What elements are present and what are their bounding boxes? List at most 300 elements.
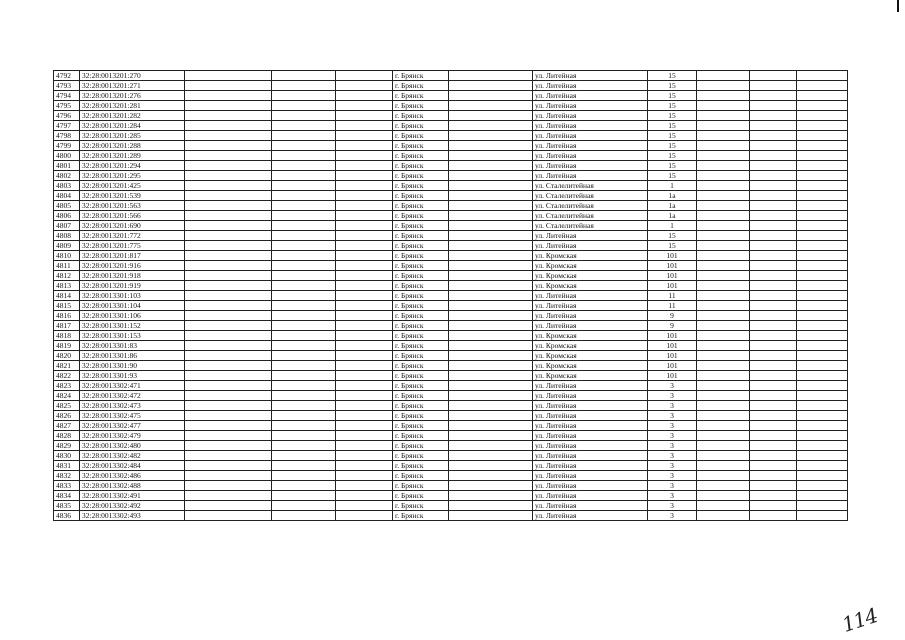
city-cell: г. Брянск: [393, 391, 449, 401]
record-number: 4806: [54, 211, 80, 221]
record-number: 4801: [54, 161, 80, 171]
empty-cell: [697, 311, 750, 321]
street-cell: ул. Литейная: [533, 71, 648, 81]
record-number: 4814: [54, 291, 80, 301]
cadastral-number: 32:28:0013302:477: [80, 421, 185, 431]
cadastral-number: 32:28:0013201:270: [80, 71, 185, 81]
empty-cell: [185, 421, 272, 431]
table-row: [54, 371, 848, 381]
empty-cell: [449, 241, 533, 251]
house-number: 15: [648, 71, 697, 81]
record-number: 4797: [54, 121, 80, 131]
house-number: 3: [648, 411, 697, 421]
empty-cell: [272, 311, 336, 321]
cadastral-number: 32:28:0013302:479: [80, 431, 185, 441]
cadastral-number: 32:28:0013201:817: [80, 251, 185, 261]
house-number: 1: [648, 181, 697, 191]
house-number: 3: [648, 461, 697, 471]
house-number: 15: [648, 81, 697, 91]
cadastral-number: 32:28:0013201:775: [80, 241, 185, 251]
empty-cell: [797, 291, 848, 301]
record-number: 4834: [54, 491, 80, 501]
city-cell: г. Брянск: [393, 101, 449, 111]
empty-cell: [797, 301, 848, 311]
empty-cell: [797, 231, 848, 241]
empty-cell: [272, 221, 336, 231]
cadastral-number: 32:28:0013201:276: [80, 91, 185, 101]
record-number: 4808: [54, 231, 80, 241]
table-row: [54, 311, 848, 321]
empty-cell: [449, 171, 533, 181]
street-cell: ул. Сталелитейная: [533, 221, 648, 231]
empty-cell: [449, 351, 533, 361]
city-cell: г. Брянск: [393, 241, 449, 251]
record-number: 4832: [54, 471, 80, 481]
empty-cell: [336, 201, 393, 211]
cadastral-number: 32:28:0013201:295: [80, 171, 185, 181]
empty-cell: [272, 321, 336, 331]
empty-cell: [750, 251, 797, 261]
record-number: 4800: [54, 151, 80, 161]
empty-cell: [750, 461, 797, 471]
cadastral-number: 32:28:0013302:471: [80, 381, 185, 391]
house-number: 101: [648, 251, 697, 261]
table-row: [54, 301, 848, 311]
empty-cell: [797, 71, 848, 81]
street-cell: ул. Кромская: [533, 251, 648, 261]
empty-cell: [697, 461, 750, 471]
empty-cell: [750, 271, 797, 281]
empty-cell: [750, 101, 797, 111]
empty-cell: [449, 141, 533, 151]
street-cell: ул. Литейная: [533, 491, 648, 501]
record-number: 4816: [54, 311, 80, 321]
cadastral-number: 32:28:0013201:271: [80, 81, 185, 91]
table-row: [54, 71, 848, 81]
city-cell: г. Брянск: [393, 381, 449, 391]
empty-cell: [272, 381, 336, 391]
street-cell: ул. Литейная: [533, 151, 648, 161]
empty-cell: [750, 141, 797, 151]
house-number: 11: [648, 301, 697, 311]
empty-cell: [449, 71, 533, 81]
empty-cell: [797, 271, 848, 281]
street-cell: ул. Литейная: [533, 161, 648, 171]
empty-cell: [750, 231, 797, 241]
table-row: [54, 411, 848, 421]
empty-cell: [697, 401, 750, 411]
empty-cell: [697, 511, 750, 521]
record-number: 4818: [54, 331, 80, 341]
empty-cell: [185, 171, 272, 181]
empty-cell: [449, 331, 533, 341]
empty-cell: [750, 511, 797, 521]
street-cell: ул. Литейная: [533, 301, 648, 311]
empty-cell: [797, 161, 848, 171]
cadastral-number: 32:28:0013201:918: [80, 271, 185, 281]
street-cell: ул. Литейная: [533, 321, 648, 331]
empty-cell: [750, 361, 797, 371]
record-number: 4835: [54, 501, 80, 511]
registry-rows: [54, 71, 848, 521]
empty-cell: [272, 141, 336, 151]
city-cell: г. Брянск: [393, 91, 449, 101]
empty-cell: [185, 311, 272, 321]
empty-cell: [797, 81, 848, 91]
table-row: [54, 421, 848, 431]
empty-cell: [336, 431, 393, 441]
empty-cell: [185, 501, 272, 511]
empty-cell: [336, 441, 393, 451]
table-row: [54, 361, 848, 371]
empty-cell: [797, 331, 848, 341]
city-cell: г. Брянск: [393, 301, 449, 311]
record-number: 4833: [54, 481, 80, 491]
record-number: 4812: [54, 271, 80, 281]
street-cell: ул. Литейная: [533, 441, 648, 451]
empty-cell: [185, 481, 272, 491]
table-row: [54, 231, 848, 241]
empty-cell: [449, 421, 533, 431]
cadastral-number: 32:28:0013201:281: [80, 101, 185, 111]
empty-cell: [449, 481, 533, 491]
empty-cell: [750, 301, 797, 311]
empty-cell: [750, 241, 797, 251]
empty-cell: [272, 81, 336, 91]
empty-cell: [336, 281, 393, 291]
cadastral-number: 32:28:0013201:563: [80, 201, 185, 211]
house-number: 15: [648, 161, 697, 171]
empty-cell: [449, 161, 533, 171]
empty-cell: [697, 501, 750, 511]
empty-cell: [449, 431, 533, 441]
record-number: 4825: [54, 401, 80, 411]
record-number: 4807: [54, 221, 80, 231]
empty-cell: [336, 71, 393, 81]
empty-cell: [272, 461, 336, 471]
empty-cell: [336, 451, 393, 461]
empty-cell: [336, 351, 393, 361]
city-cell: г. Брянск: [393, 411, 449, 421]
house-number: 15: [648, 231, 697, 241]
table-row: [54, 401, 848, 411]
empty-cell: [697, 261, 750, 271]
empty-cell: [697, 361, 750, 371]
street-cell: ул. Кромская: [533, 261, 648, 271]
empty-cell: [797, 371, 848, 381]
empty-cell: [750, 411, 797, 421]
empty-cell: [750, 191, 797, 201]
empty-cell: [336, 101, 393, 111]
city-cell: г. Брянск: [393, 461, 449, 471]
record-number: 4826: [54, 411, 80, 421]
empty-cell: [185, 381, 272, 391]
empty-cell: [185, 401, 272, 411]
empty-cell: [185, 151, 272, 161]
street-cell: ул. Литейная: [533, 101, 648, 111]
empty-cell: [336, 261, 393, 271]
empty-cell: [272, 241, 336, 251]
cadastral-number: 32:28:0013302:472: [80, 391, 185, 401]
empty-cell: [336, 91, 393, 101]
city-cell: г. Брянск: [393, 181, 449, 191]
empty-cell: [797, 511, 848, 521]
city-cell: г. Брянск: [393, 421, 449, 431]
empty-cell: [750, 401, 797, 411]
empty-cell: [449, 301, 533, 311]
empty-cell: [336, 251, 393, 261]
empty-cell: [750, 471, 797, 481]
house-number: 101: [648, 361, 697, 371]
empty-cell: [272, 231, 336, 241]
empty-cell: [797, 321, 848, 331]
record-number: 4802: [54, 171, 80, 181]
city-cell: г. Брянск: [393, 131, 449, 141]
cadastral-number: 32:28:0013301:103: [80, 291, 185, 301]
registry-table: [53, 70, 848, 521]
empty-cell: [336, 341, 393, 351]
empty-cell: [272, 391, 336, 401]
empty-cell: [697, 371, 750, 381]
empty-cell: [449, 401, 533, 411]
street-cell: ул. Кромская: [533, 361, 648, 371]
empty-cell: [697, 221, 750, 231]
house-number: 3: [648, 491, 697, 501]
empty-cell: [336, 391, 393, 401]
cadastral-number: 32:28:0013201:282: [80, 111, 185, 121]
cadastral-number: 32:28:0013301:93: [80, 371, 185, 381]
empty-cell: [449, 231, 533, 241]
empty-cell: [449, 311, 533, 321]
city-cell: г. Брянск: [393, 251, 449, 261]
empty-cell: [449, 211, 533, 221]
empty-cell: [697, 411, 750, 421]
empty-cell: [697, 391, 750, 401]
record-number: 4815: [54, 301, 80, 311]
empty-cell: [272, 401, 336, 411]
empty-cell: [449, 151, 533, 161]
empty-cell: [336, 511, 393, 521]
empty-cell: [272, 511, 336, 521]
empty-cell: [185, 111, 272, 121]
empty-cell: [272, 251, 336, 261]
empty-cell: [185, 301, 272, 311]
empty-cell: [750, 81, 797, 91]
table-row: [54, 341, 848, 351]
empty-cell: [185, 371, 272, 381]
empty-cell: [449, 291, 533, 301]
empty-cell: [697, 331, 750, 341]
empty-cell: [750, 151, 797, 161]
empty-cell: [185, 491, 272, 501]
empty-cell: [797, 441, 848, 451]
table-row: [54, 201, 848, 211]
record-number: 4792: [54, 71, 80, 81]
street-cell: ул. Литейная: [533, 461, 648, 471]
empty-cell: [185, 71, 272, 81]
empty-cell: [272, 191, 336, 201]
handwritten-page-number: 114: [839, 603, 881, 637]
empty-cell: [272, 71, 336, 81]
record-number: 4798: [54, 131, 80, 141]
empty-cell: [797, 191, 848, 201]
street-cell: ул. Литейная: [533, 171, 648, 181]
street-cell: ул. Литейная: [533, 501, 648, 511]
empty-cell: [797, 461, 848, 471]
empty-cell: [750, 311, 797, 321]
empty-cell: [336, 471, 393, 481]
empty-cell: [336, 481, 393, 491]
empty-cell: [697, 441, 750, 451]
house-number: 15: [648, 241, 697, 251]
cadastral-number: 32:28:0013201:285: [80, 131, 185, 141]
empty-cell: [797, 451, 848, 461]
empty-cell: [336, 81, 393, 91]
house-number: 3: [648, 471, 697, 481]
empty-cell: [272, 281, 336, 291]
empty-cell: [449, 501, 533, 511]
street-cell: ул. Литейная: [533, 381, 648, 391]
empty-cell: [697, 101, 750, 111]
empty-cell: [185, 351, 272, 361]
empty-cell: [272, 451, 336, 461]
empty-cell: [449, 411, 533, 421]
cadastral-number: 32:28:0013302:486: [80, 471, 185, 481]
empty-cell: [750, 131, 797, 141]
empty-cell: [697, 231, 750, 241]
street-cell: ул. Литейная: [533, 481, 648, 491]
street-cell: ул. Сталелитейная: [533, 181, 648, 191]
cadastral-number: 32:28:0013201:919: [80, 281, 185, 291]
empty-cell: [797, 381, 848, 391]
record-number: 4829: [54, 441, 80, 451]
house-number: 101: [648, 371, 697, 381]
empty-cell: [185, 471, 272, 481]
cadastral-number: 32:28:0013301:83: [80, 341, 185, 351]
house-number: 101: [648, 351, 697, 361]
empty-cell: [697, 171, 750, 181]
city-cell: г. Брянск: [393, 141, 449, 151]
table-row: [54, 191, 848, 201]
house-number: 15: [648, 131, 697, 141]
empty-cell: [272, 441, 336, 451]
city-cell: г. Брянск: [393, 401, 449, 411]
empty-cell: [272, 121, 336, 131]
empty-cell: [336, 121, 393, 131]
city-cell: г. Брянск: [393, 191, 449, 201]
house-number: 101: [648, 281, 697, 291]
empty-cell: [750, 211, 797, 221]
house-number: 101: [648, 331, 697, 341]
table-row: [54, 81, 848, 91]
empty-cell: [449, 321, 533, 331]
empty-cell: [449, 451, 533, 461]
street-cell: ул. Кромская: [533, 351, 648, 361]
cadastral-number: 32:28:0013201:288: [80, 141, 185, 151]
house-number: 3: [648, 421, 697, 431]
empty-cell: [750, 351, 797, 361]
record-number: 4820: [54, 351, 80, 361]
empty-cell: [697, 281, 750, 291]
empty-cell: [185, 221, 272, 231]
city-cell: г. Брянск: [393, 511, 449, 521]
empty-cell: [449, 191, 533, 201]
empty-cell: [697, 181, 750, 191]
empty-cell: [336, 271, 393, 281]
house-number: 3: [648, 441, 697, 451]
house-number: 3: [648, 381, 697, 391]
empty-cell: [185, 211, 272, 221]
empty-cell: [336, 311, 393, 321]
record-number: 4813: [54, 281, 80, 291]
empty-cell: [797, 181, 848, 191]
empty-cell: [185, 131, 272, 141]
empty-cell: [449, 221, 533, 231]
table-row: [54, 351, 848, 361]
empty-cell: [797, 491, 848, 501]
empty-cell: [272, 181, 336, 191]
city-cell: г. Брянск: [393, 361, 449, 371]
house-number: 3: [648, 511, 697, 521]
empty-cell: [697, 81, 750, 91]
record-number: 4805: [54, 201, 80, 211]
empty-cell: [797, 101, 848, 111]
empty-cell: [336, 131, 393, 141]
city-cell: г. Брянск: [393, 271, 449, 281]
street-cell: ул. Литейная: [533, 471, 648, 481]
empty-cell: [336, 371, 393, 381]
cadastral-number: 32:28:0013301:106: [80, 311, 185, 321]
house-number: 15: [648, 171, 697, 181]
table-row: [54, 391, 848, 401]
empty-cell: [449, 271, 533, 281]
cadastral-number: 32:28:0013201:289: [80, 151, 185, 161]
empty-cell: [750, 381, 797, 391]
empty-cell: [797, 121, 848, 131]
empty-cell: [797, 251, 848, 261]
record-number: 4809: [54, 241, 80, 251]
city-cell: г. Брянск: [393, 341, 449, 351]
empty-cell: [449, 461, 533, 471]
empty-cell: [185, 231, 272, 241]
margin-mark: [897, 0, 899, 12]
empty-cell: [185, 191, 272, 201]
empty-cell: [797, 341, 848, 351]
empty-cell: [697, 161, 750, 171]
empty-cell: [449, 281, 533, 291]
empty-cell: [185, 391, 272, 401]
empty-cell: [185, 201, 272, 211]
city-cell: г. Брянск: [393, 161, 449, 171]
empty-cell: [449, 131, 533, 141]
cadastral-number: 32:28:0013302:484: [80, 461, 185, 471]
empty-cell: [336, 211, 393, 221]
empty-cell: [797, 411, 848, 421]
empty-cell: [272, 491, 336, 501]
empty-cell: [750, 421, 797, 431]
house-number: 3: [648, 431, 697, 441]
table-row: [54, 101, 848, 111]
empty-cell: [750, 371, 797, 381]
house-number: 3: [648, 401, 697, 411]
cadastral-number: 32:28:0013201:284: [80, 121, 185, 131]
house-number: 3: [648, 481, 697, 491]
empty-cell: [336, 161, 393, 171]
cadastral-number: 32:28:0013302:493: [80, 511, 185, 521]
empty-cell: [272, 131, 336, 141]
empty-cell: [697, 71, 750, 81]
empty-cell: [797, 241, 848, 251]
